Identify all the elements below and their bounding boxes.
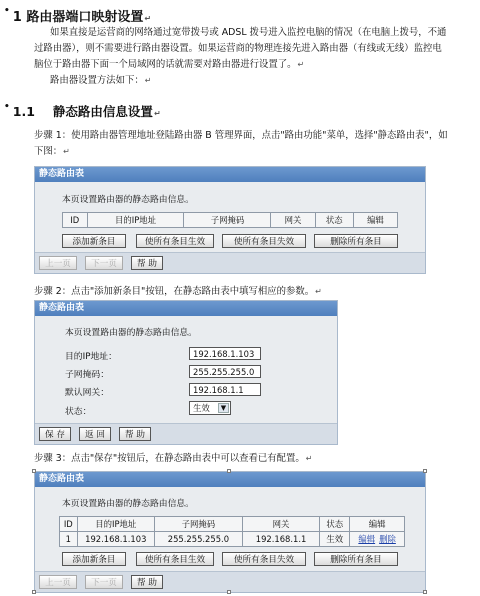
chevron-down-icon: ▼ [218, 403, 229, 413]
selection-handle[interactable] [32, 590, 36, 594]
selection-handle[interactable] [227, 469, 231, 473]
table-row: 1 192.168.1.103 255.255.255.0 192.168.1.1 生效 编辑 删除 [60, 532, 405, 547]
enable-all-button[interactable]: 使所有条目生效 [136, 234, 214, 248]
status-select[interactable]: 生效 ▼ [189, 401, 231, 415]
paragraph-line: 脑位于路由器下面一个局域网的话就需要对路由器进行设置了。↵ [34, 59, 305, 70]
edit-link[interactable]: 编辑 [358, 534, 376, 544]
static-route-panel-add [34, 300, 338, 445]
panel-footer [35, 571, 425, 592]
panel-title: 静态路由表 [35, 472, 425, 487]
step1-line: 下图：↵ [34, 146, 70, 157]
help-button[interactable]: 帮 助 [119, 427, 151, 441]
static-route-panel-result [34, 471, 426, 593]
back-button[interactable]: 返 回 [79, 427, 111, 441]
delete-all-button[interactable]: 删除所有条目 [314, 552, 398, 566]
selection-handle[interactable] [227, 590, 231, 594]
section-title-1: 1 路由器端口映射设置 [12, 10, 144, 25]
selection-handle[interactable] [423, 469, 427, 473]
section-heading-1: • 1 路由器端口映射设置↵ [4, 6, 152, 25]
panel-title: 静态路由表 [35, 167, 425, 182]
add-entry-button[interactable]: 添加新条目 [62, 234, 126, 248]
help-button[interactable]: 帮 助 [131, 256, 163, 270]
dest-ip-input[interactable]: 192.168.1.103 [189, 347, 261, 360]
selection-handle[interactable] [423, 590, 427, 594]
default-gateway-input[interactable]: 192.168.1.1 [189, 383, 261, 396]
step1-line: 步骤 1：使用路由器管理地址登陆路由器 B 管理界面，点击"路由功能"菜单，选择"静态路由表"，如 [34, 130, 448, 141]
panel-note: 本页设置路由器的静态路由信息。 [62, 195, 194, 205]
panel-note: 本页设置路由器的静态路由信息。 [62, 499, 194, 509]
status-label: 状态： [65, 407, 92, 417]
delete-all-button[interactable]: 删除所有条目 [314, 234, 398, 248]
save-button[interactable]: 保 存 [39, 427, 71, 441]
panel-note: 本页设置路由器的静态路由信息。 [65, 328, 197, 338]
step3-line: 步骤 3：点击"保存"按钮后，在静态路由表中可以查看已有配置。↵ [34, 453, 313, 464]
route-table [62, 212, 398, 228]
next-page-button[interactable]: 下一页 [85, 575, 123, 589]
static-route-panel-list [34, 166, 426, 274]
panel-footer [35, 252, 425, 273]
disable-all-button[interactable]: 使所有条目失效 [222, 552, 306, 566]
section-number: 1.1 [12, 104, 35, 119]
selection-handle[interactable] [32, 469, 36, 473]
panel-footer [35, 423, 337, 444]
paragraph-line: 路由器设置方法如下：↵ [50, 75, 152, 86]
table-header-row: ID 目的IP地址 子网掩码 网关 状态 编辑 [63, 213, 398, 228]
step2-line: 步骤 2：点击"添加新条目"按钮，在静态路由表中填写相应的参数。↵ [34, 286, 322, 297]
dest-ip-label: 目的IP地址： [65, 352, 117, 362]
help-button[interactable]: 帮 助 [131, 575, 163, 589]
delete-link[interactable]: 删除 [379, 534, 396, 544]
disable-all-button[interactable]: 使所有条目失效 [222, 234, 306, 248]
section-heading-1-1: • 1.1 静态路由信息设置↵ [4, 102, 161, 119]
prev-page-button[interactable]: 上一页 [39, 575, 77, 589]
paragraph-line: 如果直接是运营商的网络通过宽带拨号或 ADSL 拨号进入监控电脑的情况（在电脑上拨号，不通 [50, 27, 447, 38]
default-gateway-label: 默认网关： [65, 388, 109, 398]
route-table [59, 516, 405, 547]
paragraph-line: 过路由器），则不需要进行路由器设置。如果运营商的物理连接先进入路由器（有线或无线）监控电 [34, 43, 442, 54]
next-page-button[interactable]: 下一页 [85, 256, 123, 270]
subnet-mask-label: 子网掩码： [65, 370, 109, 380]
add-entry-button[interactable]: 添加新条目 [62, 552, 126, 566]
section-title-1-1: 静态路由信息设置 [52, 104, 153, 119]
heading-marker: • [4, 6, 10, 16]
subnet-mask-input[interactable]: 255.255.255.0 [189, 365, 261, 378]
heading-marker: • [4, 102, 10, 112]
table-header-row: ID 目的IP地址 子网掩码 网关 状态 编辑 [60, 517, 405, 532]
prev-page-button[interactable]: 上一页 [39, 256, 77, 270]
enable-all-button[interactable]: 使所有条目生效 [136, 552, 214, 566]
panel-title: 静态路由表 [35, 301, 337, 316]
